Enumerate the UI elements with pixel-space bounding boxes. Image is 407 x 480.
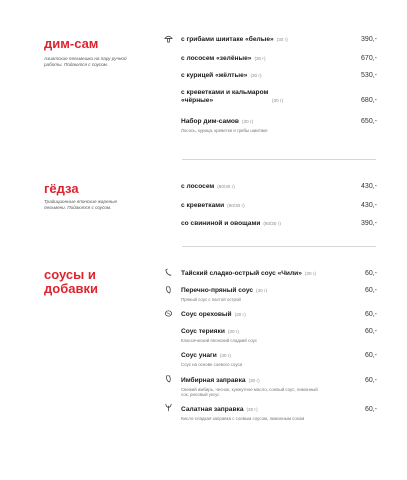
item-description: Классический японский сладкий соус	[181, 338, 258, 343]
item-weight: (30 г)	[276, 37, 288, 42]
item-weight: (30 г)	[227, 329, 240, 334]
item-price: 680,-	[361, 97, 377, 104]
item-weight: (30 г)	[250, 73, 262, 78]
item-price: 60,-	[364, 377, 377, 384]
item-name: с креветками	[181, 202, 225, 209]
item-weight: (80/30 г)	[227, 203, 245, 208]
item-name: Соус терияки	[181, 328, 225, 335]
item-name: Имбирная заправка	[181, 377, 246, 384]
menu-item	[181, 286, 377, 302]
item-name: с лососем	[181, 183, 215, 190]
item-price: 390,-	[361, 36, 377, 43]
menu-item	[181, 35, 377, 44]
menu-item	[181, 405, 377, 421]
item-price: 390,-	[361, 220, 377, 227]
item-name: с лососем «зелёные»	[181, 55, 252, 62]
item-weight: (30 г)	[234, 312, 246, 317]
menu-item	[181, 201, 377, 210]
item-weight: (30 г)	[256, 288, 268, 293]
nut-icon	[164, 309, 173, 318]
item-name: Соус ореховый	[181, 311, 232, 318]
item-name: Набор дим-самов	[181, 118, 239, 125]
menu-item	[181, 117, 377, 133]
item-description: Свежий имбирь, чеснок, кунжутное масло, соевый соус, лимонный сок, рисовый уксус	[181, 387, 318, 398]
item-name: со свининой и овощами	[181, 220, 261, 227]
item-weight: (30 г)	[254, 56, 266, 61]
item-description: Соус на основе соевого соуса	[181, 362, 243, 367]
item-name: с курицей «жёлтые»	[181, 72, 248, 79]
item-price: 430,-	[361, 202, 377, 209]
item-price: 60,-	[364, 406, 377, 413]
item-price: 60,-	[364, 270, 377, 277]
item-name: Перечно-пряный соус	[181, 287, 254, 294]
item-name: с креветками и кальмаром «чёрные»	[181, 89, 269, 104]
item-price: 530,-	[361, 72, 377, 79]
item-weight: (80/30 г)	[217, 184, 235, 189]
item-name: Соус унаги	[181, 352, 217, 359]
menu-item	[181, 310, 377, 319]
section-description-dimsam: Азиатские пельмешки на пару ручной работы. Подаются с соусом.	[44, 56, 127, 67]
section-title-dimsam: дим-сам	[44, 36, 99, 51]
section-title-sauces: соусы и добавки	[44, 267, 98, 296]
item-weight: (30 г)	[272, 98, 284, 103]
item-price: 60,-	[364, 328, 377, 335]
menu-item	[181, 219, 377, 228]
item-price: 60,-	[364, 311, 377, 318]
item-weight: (80/30 г)	[263, 221, 281, 226]
section-title-gyoza: гёдза	[44, 181, 79, 196]
menu-item	[181, 89, 377, 105]
item-name: Салатная заправка	[181, 406, 244, 413]
item-price: 650,-	[361, 118, 377, 125]
item-price: 430,-	[361, 183, 377, 190]
pepper-icon	[164, 374, 173, 383]
chili-icon	[164, 268, 173, 277]
section-divider	[182, 246, 376, 247]
menu-item	[181, 54, 377, 63]
pepper-icon	[164, 285, 173, 294]
item-description: Кисло-сладкая заправка с соевым соусом, лимонным соком	[181, 416, 305, 421]
item-name: Тайский сладко-острый соус «Чили»	[181, 270, 302, 277]
item-weight: (30 г)	[219, 353, 231, 358]
menu-item	[181, 351, 377, 367]
item-name: с грибами шиитаке «белые»	[181, 36, 274, 43]
menu-item	[181, 376, 377, 398]
item-weight: (30 г)	[304, 271, 317, 276]
menu-item	[181, 182, 377, 191]
menu-item	[181, 71, 377, 80]
mushroom-icon	[164, 34, 173, 43]
item-weight: (30 г)	[246, 407, 258, 412]
item-price: 60,-	[364, 287, 377, 294]
item-weight: (30 г)	[248, 378, 260, 383]
menu-item	[181, 327, 377, 343]
herb-icon	[164, 403, 173, 412]
section-description-gyoza: Традиционные японские жареные пельмени. Подаются с соусом.	[44, 199, 118, 210]
item-weight: (30 г)	[242, 119, 254, 124]
item-price: 670,-	[361, 55, 377, 62]
section-divider	[182, 159, 376, 160]
item-price: 60,-	[364, 352, 377, 359]
item-description: Пряный соус с пастой острой	[181, 297, 241, 302]
item-description: Лосось, курица, креветки и грибы шиитаке	[181, 128, 268, 133]
menu-item	[181, 269, 377, 278]
